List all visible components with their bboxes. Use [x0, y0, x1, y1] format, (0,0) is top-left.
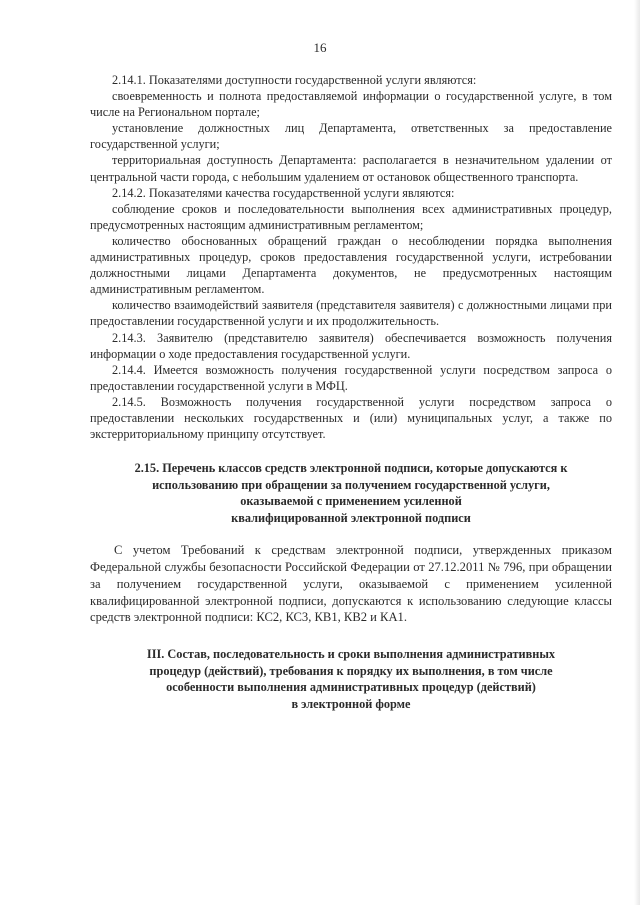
paragraph-complaints: количество обоснованных обращений граждан о несоблюдении порядка выполнения административных процедур, сроков предоставления государственной услуги, истребовании должностными лицами Департамента документов, не предусмотренных настоящим административным регламентом.	[90, 233, 612, 297]
heading-line: оказываемой с применением усиленной	[240, 494, 462, 509]
paragraph-2-14-5: 2.14.5. Возможность получения государственной услуги посредством запроса о предоставлении нескольких государственных и (или) муниципальных услуг, а также по экстерриториальному принципу отсутствует.	[90, 394, 612, 442]
paragraph-territorial: территориальная доступность Департамента: располагается в незначительном удалении от центральной части города, с небольшим удалением от остановок общественного транспорта.	[90, 153, 612, 184]
paragraph-2-14-4: 2.14.4. Имеется возможность получения государственной услуги посредством запроса о предоставлении государственной услуги в МФЦ.	[90, 362, 612, 393]
scan-edge-shadow	[634, 0, 640, 905]
paragraph-officials: установление должностных лиц Департамента, ответственных за предоставление государственной услуги;	[90, 121, 612, 152]
paragraph-2-14-2: 2.14.2. Показателями качества государственной услуги являются:	[112, 185, 455, 200]
heading-line: особенности выполнения административных процедур (действий)	[166, 680, 536, 695]
document-body	[90, 72, 612, 712]
heading-line: в электронной форме	[291, 696, 411, 711]
heading-line: использованию при обращении за получением государственной услуги,	[152, 477, 550, 492]
paragraph-timeliness: своевременность и полнота предоставляемой информации о государственной услуге, в том числе на Региональном портале;	[90, 89, 612, 120]
heading-line: III. Состав, последовательность и сроки выполнения административных	[146, 647, 556, 662]
paragraph-2-14-3: 2.14.3. Заявителю (представителю заявителя) обеспечивается возможность получения информации о ходе предоставления государственной услуги.	[90, 330, 612, 361]
paragraph-compliance: соблюдение сроков и последовательности выполнения всех административных процедур, предусмотренных настоящим административным регламентом;	[90, 201, 612, 232]
paragraph-interactions: количество взаимодействий заявителя (представителя заявителя) с должностными лицами при предоставлении государственной услуги и их продолжительность.	[90, 298, 612, 329]
heading-line: 2.15. Перечень классов средств электронной подписи, которые допускаются к	[134, 461, 568, 476]
section-III-heading	[90, 646, 612, 712]
heading-line: квалифицированной электронной подписи	[231, 510, 471, 525]
heading-line: процедур (действий), требования к порядку их выполнения, в том числе	[149, 663, 553, 678]
page-number: 16	[313, 40, 327, 55]
paragraph-2-14-1: 2.14.1. Показателями доступности государственной услуги являются:	[112, 73, 477, 87]
paragraph-signature-classes: С учетом Требований к средствам электронной подписи, утвержденных приказом Федеральной службы безопасности Российской Федерации от 27.12.2011 № 796, при обращении за получением государственной услуги, оказываемой с применением усиленной квалифицированной электронной подписи, допускаются к использованию следующие классы средств электронной подписи: КС2, КС3, КВ1, КВ2 и КА1.	[90, 543, 612, 625]
section-2-15-heading	[90, 460, 612, 526]
